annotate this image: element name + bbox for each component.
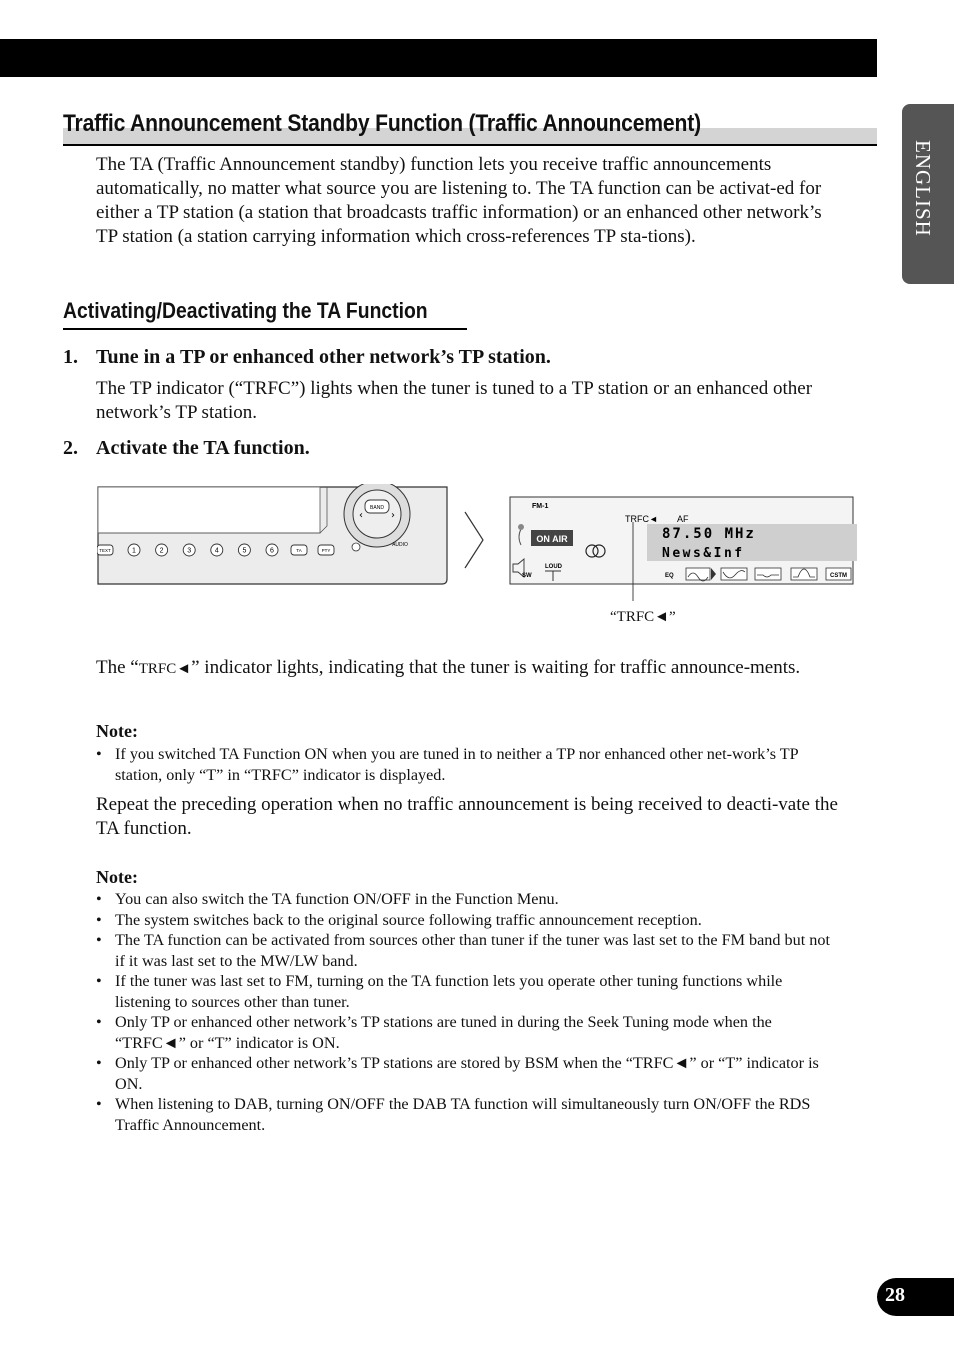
ta-figure [97,484,857,634]
ps-name-display: News&Inf [662,546,745,561]
audio-label: AUDIO [392,542,408,548]
svg-text:1: 1 [132,547,136,555]
panel-button-4 [211,544,223,556]
panel-button-ta [291,545,307,555]
frequency-display: 87.50 MHz [662,526,756,542]
note-item: • The TA function can be activated from sources other than tuner if the tuner was last set to the FM band but not if it was last set to the MW/LW band. [96,930,840,971]
note-2-list [96,889,840,1135]
note-item: • The system switches back to the original source following traffic announcement reception. [96,910,840,931]
eq-indicator: EQ [665,573,674,579]
svg-text:›: › [391,510,395,521]
svg-text:6: 6 [270,547,274,555]
trfc-indicator: TRFC◄ [625,514,658,524]
sw-indicator: SW [522,573,532,579]
header-bar [0,39,877,77]
page-title: Traffic Announcement Standby Function (Traffic Announcement) [63,110,701,137]
af-indicator: AF [677,514,689,524]
svg-text:5: 5 [242,547,247,555]
panel-button-pty [318,545,334,555]
svg-text:2: 2 [159,547,164,555]
page-number: 28 [885,1284,905,1306]
step-2-title: Activate the TA function. [96,437,310,459]
language-tab-label: ENGLISH [911,140,935,237]
subsection-title: Activating/Deactivating the TA Function [63,298,428,323]
panel-button-6 [266,544,278,556]
note-item: • Only TP or enhanced other network’s TP stations are tuned in during the Seek Tuning mode when the “TRFC◄” or “T” indicator is ON. [96,1012,840,1053]
arrow-icon [465,512,483,568]
note-item: • If the tuner was last set to FM, turning on the TA function lets you operate other tuning functions while listening to sources other than tuner. [96,971,840,1012]
svg-text:TEXT: TEXT [99,548,111,553]
onair-indicator: ON AIR [536,534,568,544]
figure-caption: “TRFC◄” [610,609,676,625]
panel-button-1 [128,544,140,556]
note-item: • If you switched TA Function ON when you are tuned in to neither a TP nor enhanced other net-work’s TP station, only “T” in “TRFC” indicator is displayed. [96,744,840,785]
panel-button-2 [156,544,168,556]
page-number-badge [877,1278,954,1316]
note-item: • Only TP or enhanced other network’s TP stations are stored by BSM when the “TRFC◄” or “T” indicator is ON. [96,1053,840,1094]
step-1-title: Tune in a TP or enhanced other network’s TP station. [96,346,551,368]
note-1-list [96,744,840,785]
svg-text:‹: ‹ [359,510,363,521]
svg-text:3: 3 [187,547,192,555]
svg-text:PTY: PTY [321,548,331,553]
panel-button-5 [238,544,250,556]
indicator-paragraph: The “TRFC◄” indicator lights, indicating that the tuner is waiting for traffic announce-ments. [96,657,801,678]
trfc-code: TRFC◄ [138,661,192,677]
note-item: • When listening to DAB, turning ON/OFF the DAB TA function will simultaneously turn ON/OFF the RDS Traffic Announcement. [96,1094,840,1135]
display-illustration [510,497,857,601]
intro-paragraph: The TA (Traffic Announcement standby) function lets you receive traffic announcements automatically, no matter what source you are listening to. The TA function can be activat-ed for either a TP station (a station that broadcasts traffic information) or an enhanced other network’s TP station (a station carrying information which cross-references TP sta-tions). [96,154,822,247]
panel-button-3 [183,544,195,556]
language-tab [902,104,954,284]
repeat-paragraph: Repeat the preceding operation when no traffic announcement is being received to deacti-vate the TA function. [96,794,838,839]
band-label: BAND [370,505,384,511]
head-unit-illustration [97,484,447,584]
step-1-body: The TP indicator (“TRFC”) lights when the tuner is tuned to a TP station or an enhanced other network’s TP station. [96,378,813,423]
panel-button-text [97,545,113,555]
subsection-underline [63,328,467,330]
step-2: 2. Activate the TA function. [63,437,310,459]
band-indicator: FM-1 [532,503,549,510]
step-1: 1. Tune in a TP or enhanced other network’s TP station. [63,346,551,368]
svg-text:TA: TA [296,548,302,553]
cstm-indicator: CSTM [830,573,847,579]
svg-text:4: 4 [214,547,219,555]
note-item: • You can also switch the TA function ON/OFF in the Function Menu. [96,889,840,910]
loud-indicator: LOUD [545,564,562,570]
note-1-title: Note: [96,721,138,741]
section-heading [63,110,877,146]
note-2-title: Note: [96,867,138,887]
